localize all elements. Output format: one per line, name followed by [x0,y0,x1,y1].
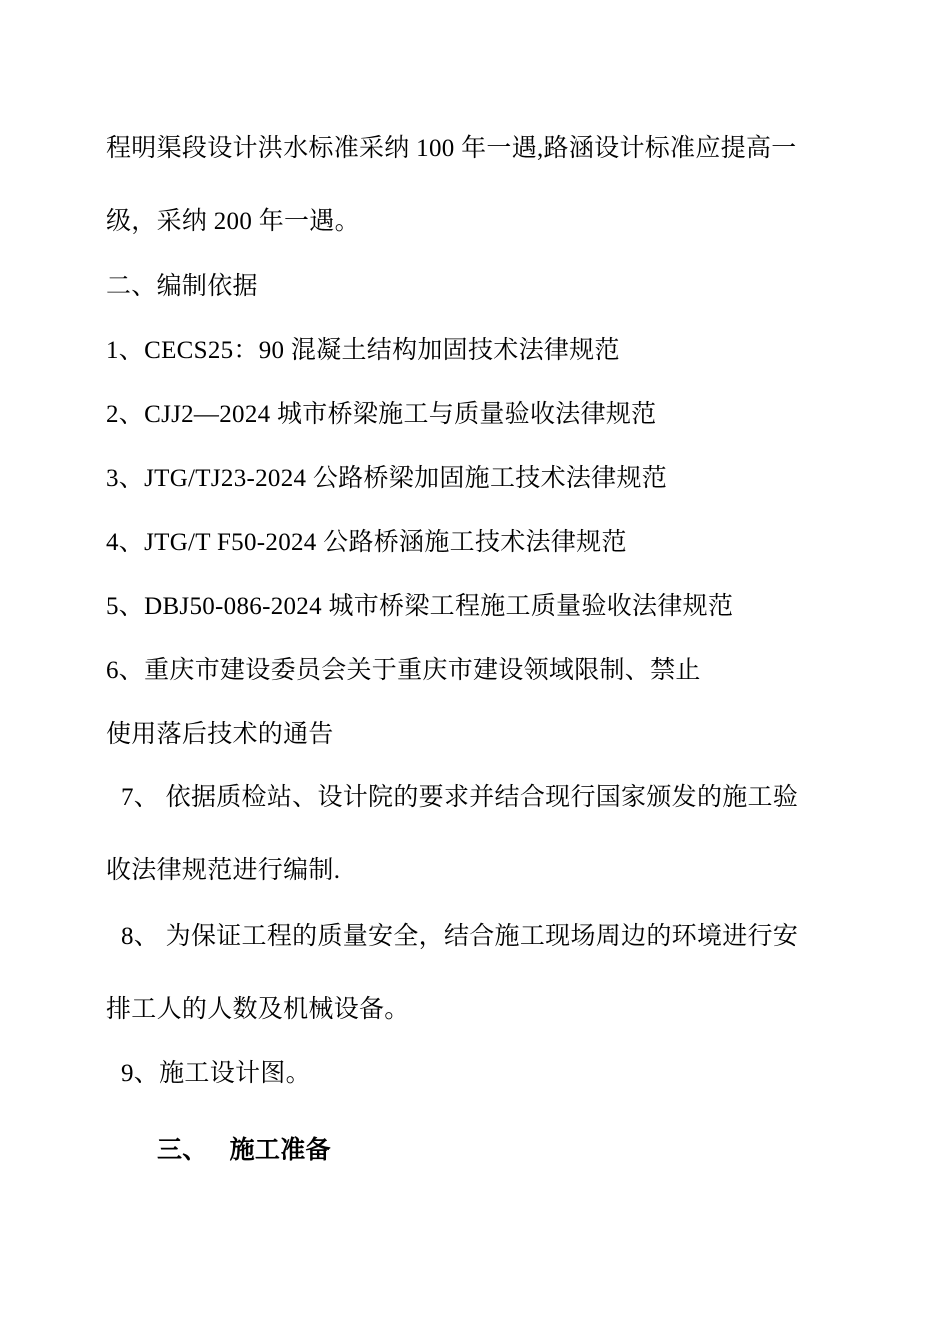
basis-item-7-continued: 收法律规范进行编制. [106,857,341,884]
basis-item-8-continued: 排工人的人数及机械设备。 [106,996,410,1023]
basis-item-3: 3、JTG/TJ23-2024 公路桥梁加固施工技术法律规范 [106,465,668,492]
basis-item-1: 1、CECS25：90 混凝土结构加固技术法律规范 [106,337,620,364]
basis-item-6-continued: 使用落后技术的通告 [106,721,334,748]
intro-paragraph-line-1: 程明渠段设计洪水标准采纳 100 年一遇,路涵设计标准应提高一 [106,135,797,162]
basis-item-9: 9、施工设计图。 [121,1060,311,1087]
section-heading-preparation [157,1135,331,1167]
section-heading-title: 施工准备 [229,1137,331,1164]
basis-item-7: 7、 依据质检站、设计院的要求并结合现行国家颁发的施工验 [121,784,799,811]
section-heading-basis: 二、编制依据 [106,273,258,300]
basis-item-4: 4、JTG/T F50-2024 公路桥涵施工技术法律规范 [106,529,627,556]
basis-item-2: 2、CJJ2—2024 城市桥梁施工与质量验收法律规范 [106,401,657,428]
basis-item-8: 8、 为保证工程的质量安全，结合施工现场周边的环境进行安 [121,923,799,950]
basis-item-5: 5、DBJ50-086-2024 城市桥梁工程施工质量验收法律规范 [106,593,734,620]
section-heading-number: 三、 [157,1137,208,1164]
basis-item-6: 6、重庆市建设委员会关于重庆市建设领域限制、禁止 [106,657,701,684]
intro-paragraph-line-2: 级，采纳 200 年一遇。 [106,208,360,235]
